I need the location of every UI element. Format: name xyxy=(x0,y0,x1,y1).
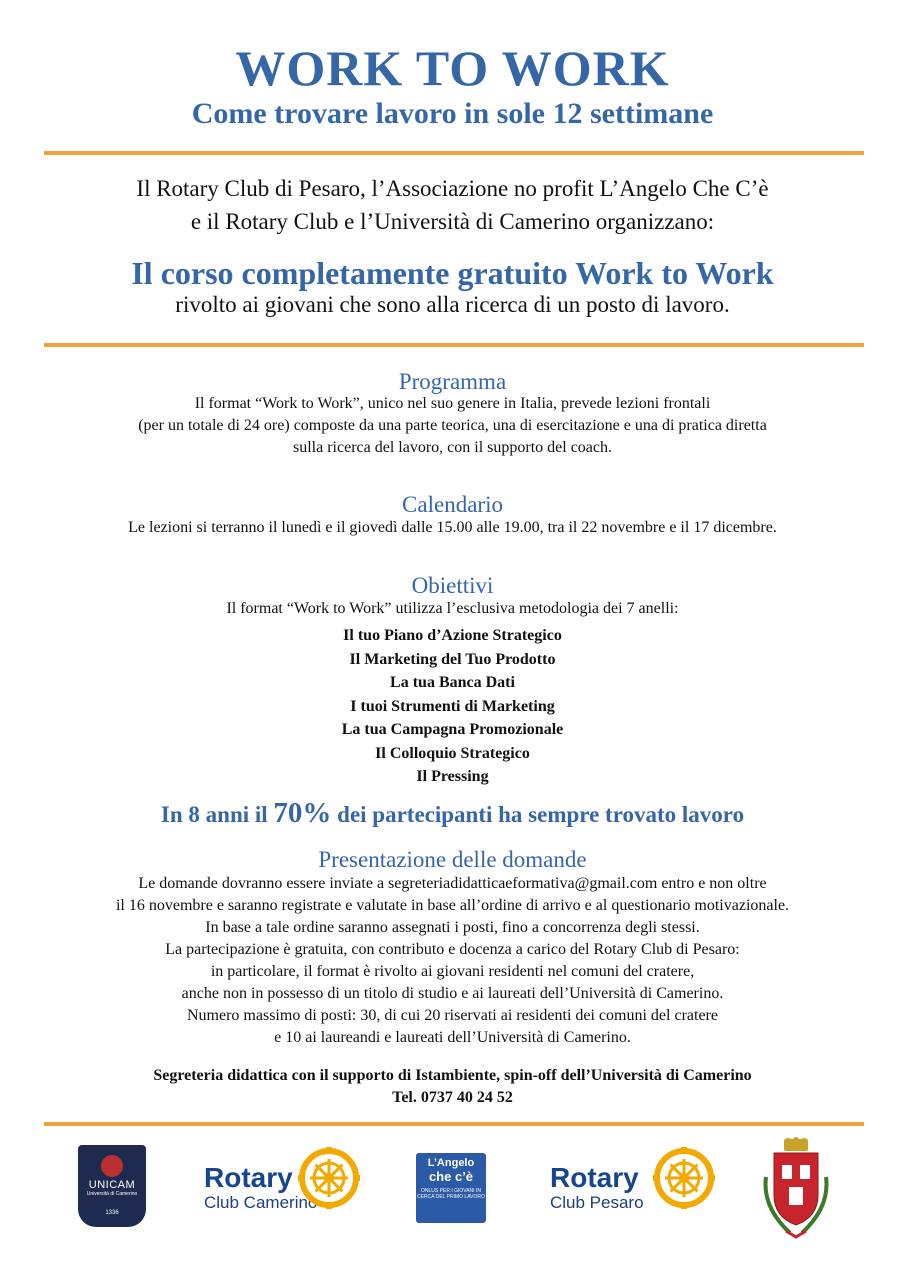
stat-after: dei partecipanti ha sempre trovato lavoro xyxy=(331,802,745,827)
text-line: Le lezioni si terranno il lunedì e il giovedì dalle 15.00 alle 19.00, tra il 22 novembre e il 17 dicembre. xyxy=(128,519,777,536)
unicam-year: 1336 xyxy=(105,1210,119,1216)
domande-text xyxy=(20,873,885,1049)
course-subtitle: rivolto ai giovani che sono alla ricerca di un posto di lavoro. xyxy=(175,292,730,317)
list-item: I tuoi Strumenti di Marketing xyxy=(350,697,555,715)
text-line: Le domande dovranno essere inviate a segreteriadidatticaeformativa@gmail.com entro e non oltre xyxy=(138,875,767,892)
text-line: sulla ricerca del lavoro, con il supporto del coach. xyxy=(293,439,612,456)
unicam-crest-icon xyxy=(101,1155,123,1177)
section-heading-obiettivi: Obiettivi xyxy=(411,573,494,598)
divider-bottom xyxy=(44,1122,864,1126)
divider-top xyxy=(44,151,864,155)
section-heading-domande: Presentazione delle domande xyxy=(318,847,587,872)
text-line: Numero massimo di posti: 30, di cui 20 riservati ai residenti dei comuni del cratere xyxy=(187,1007,718,1024)
rings-list xyxy=(0,624,905,789)
pesaro-coat-of-arms-icon xyxy=(760,1137,832,1241)
text-line: il 16 novembre e saranno registrate e valutate in base all’ordine di arrivo e al questionario motivazionale. xyxy=(115,897,790,914)
list-item: La tua Campagna Promozionale xyxy=(341,721,564,738)
list-item: Il Colloquio Strategico xyxy=(375,744,530,762)
text-line: La partecipazione è gratuita, con contributo e docenza a carico del Rotary Club di Pesaro: xyxy=(165,941,740,958)
unicam-name: UNICAM xyxy=(88,1179,136,1191)
angelo-che-ce-logo xyxy=(416,1153,486,1223)
text-line: Il format “Work to Work”, unico nel suo genere in Italia, prevede lezioni frontali xyxy=(194,395,711,412)
page-title: WORK TO WORK xyxy=(235,40,670,96)
rotary-club-name: Club Pesaro xyxy=(550,1193,644,1212)
unicam-logo xyxy=(78,1145,146,1227)
angelo-line1: L’Angelo xyxy=(427,1157,475,1169)
unicam-subtitle: Università di Camerino xyxy=(86,1191,138,1197)
section-heading-programma: Programma xyxy=(398,369,507,394)
sponsor-logos xyxy=(0,1137,905,1247)
divider-middle xyxy=(44,343,864,347)
list-item: La tua Banca Dati xyxy=(390,674,515,691)
rotary-pesaro-logo xyxy=(550,1163,644,1213)
secretary-line: Segreteria didattica con il supporto di Istambiente, spin-off dell’Università di Camerino xyxy=(153,1067,752,1084)
angelo-line3: ONLUS PER I GIOVANI IN CERCA DEL PRIMO LAVORO xyxy=(417,1188,485,1200)
programma-text xyxy=(20,393,885,459)
rotary-wheel-icon xyxy=(653,1147,715,1209)
list-item: Il Pressing xyxy=(416,768,489,785)
angelo-line2: che c’è xyxy=(428,1169,474,1184)
text-line: (per un totale di 24 ore) composte da una parte teorica, una di esercitazione e una di pratica diretta xyxy=(138,417,767,434)
intro-text xyxy=(0,172,905,238)
phone-number: Tel. 0737 40 24 52 xyxy=(392,1089,513,1106)
rotary-club-name: Club Camerino xyxy=(204,1193,318,1212)
list-item: Il tuo Piano d’Azione Strategico xyxy=(343,627,562,644)
success-stat xyxy=(0,796,905,832)
stat-percent: 70% xyxy=(273,797,332,829)
secretary-info xyxy=(0,1065,905,1109)
rotary-wheel-icon xyxy=(298,1147,360,1209)
text-line: in particolare, il format è rivolto ai giovani residenti nel comuni del cratere, xyxy=(210,963,695,980)
calendario-text xyxy=(20,517,885,539)
course-title: Il corso completamente gratuito Work to Work xyxy=(131,255,774,291)
intro-line: Il Rotary Club di Pesaro, l’Associazione no profit L’Angelo Che C’è xyxy=(136,176,769,201)
text-line: e 10 ai laureandi e laureati dell’Università di Camerino. xyxy=(274,1029,631,1046)
text-line: anche non in possesso di un titolo di studio e ai laureati dell’Università di Camerino. xyxy=(181,985,724,1002)
obiettivi-intro: Il format “Work to Work” utilizza l’esclusiva metodologia dei 7 anelli: xyxy=(226,600,679,617)
rotary-wordmark: Rotary xyxy=(204,1162,293,1193)
list-item: Il Marketing del Tuo Prodotto xyxy=(349,650,556,668)
text-line: In base a tale ordine saranno assegnati i posti, fino a concorrenza degli stessi. xyxy=(205,919,700,936)
rotary-wordmark: Rotary xyxy=(550,1162,639,1193)
intro-line: e il Rotary Club e l’Università di Camerino organizzano: xyxy=(190,209,715,234)
stat-before: In 8 anni il xyxy=(160,802,274,827)
section-heading-calendario: Calendario xyxy=(402,492,503,517)
page-subtitle: Come trovare lavoro in sole 12 settimane xyxy=(191,97,714,130)
